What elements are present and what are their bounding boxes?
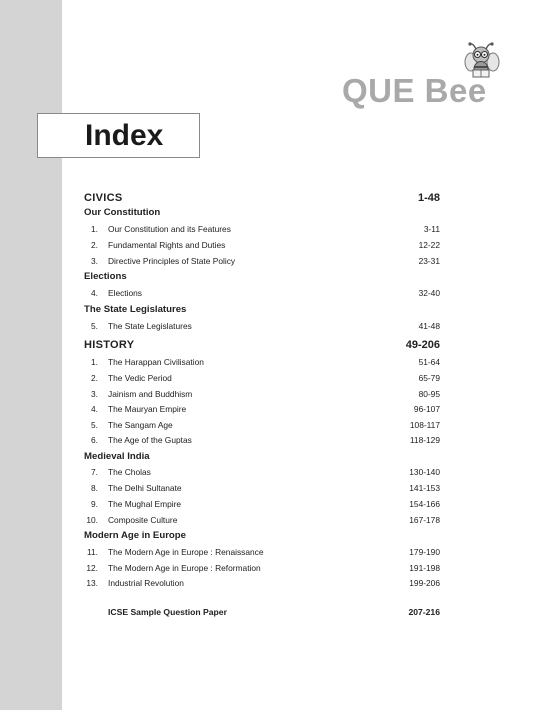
entry-number: 1. — [91, 224, 98, 234]
entry-pages: 80-95 — [418, 389, 440, 399]
entry-title: The Vedic Period — [108, 373, 172, 383]
toc-entry[interactable] — [84, 547, 440, 563]
entry-pages: 108-117 — [409, 420, 440, 430]
entry-title: Our Constitution and its Features — [108, 224, 231, 234]
toc-entry[interactable] — [84, 256, 440, 272]
toc-entry[interactable] — [84, 563, 440, 579]
entry-number: 2. — [91, 240, 98, 250]
entry-pages: 96-107 — [413, 404, 440, 414]
toc-entry[interactable] — [84, 404, 440, 420]
entry-pages: 41-48 — [418, 321, 440, 331]
toc-entry[interactable] — [84, 224, 440, 240]
entry-pages: 118-129 — [409, 435, 440, 445]
side-band — [0, 0, 62, 710]
entry-title: The Modern Age in Europe : Renaissance — [108, 547, 264, 557]
toc-entry[interactable] — [84, 420, 440, 436]
entry-pages: 65-79 — [418, 373, 440, 383]
entry-pages: 179-190 — [409, 547, 440, 557]
toc-entry[interactable] — [84, 483, 440, 499]
toc-entry[interactable] — [84, 373, 440, 389]
entry-pages: 32-40 — [418, 288, 440, 298]
entry-pages: 130-140 — [409, 467, 440, 477]
unit-title: CIVICS — [84, 192, 123, 204]
toc-entry-sample-paper[interactable] — [84, 607, 440, 623]
section-header — [84, 207, 440, 223]
brand-name: QUE Bee — [342, 72, 487, 109]
entry-number: 9. — [91, 499, 98, 509]
entry-pages: 3-11 — [423, 224, 440, 234]
entry-number: 10. — [86, 515, 98, 525]
entry-title: The Mughal Empire — [108, 499, 182, 509]
section-title: The State Legislatures — [84, 304, 187, 315]
brand-logo — [342, 40, 512, 109]
section-header — [84, 530, 440, 546]
section-title: Elections — [84, 271, 127, 282]
entry-number: 11. — [86, 547, 98, 557]
entry-number: 7. — [91, 467, 98, 477]
toc-entry[interactable] — [84, 321, 440, 337]
toc-entry[interactable] — [84, 357, 440, 373]
entry-number: 12. — [86, 563, 98, 573]
index-heading-box — [37, 113, 200, 158]
entry-number: 1. — [91, 357, 98, 367]
entry-number: 6. — [91, 435, 98, 445]
toc-entry[interactable] — [84, 288, 440, 304]
entry-title: Composite Culture — [108, 515, 178, 525]
entry-pages: 12-22 — [418, 240, 440, 250]
entry-title: Fundamental Rights and Duties — [108, 240, 226, 250]
toc-entry[interactable] — [84, 515, 440, 531]
toc-entry[interactable] — [84, 240, 440, 256]
toc-entry[interactable] — [84, 578, 440, 594]
entry-title: Elections — [108, 288, 142, 298]
section-title: Modern Age in Europe — [84, 530, 186, 541]
entry-number: 5. — [91, 321, 98, 331]
toc-entry[interactable] — [84, 435, 440, 451]
entry-title: ICSE Sample Question Paper — [108, 607, 227, 617]
entry-title: The Modern Age in Europe : Reformation — [108, 563, 261, 573]
entry-number: 8. — [91, 483, 98, 493]
entry-title: The Harappan Civilisation — [108, 357, 204, 367]
entry-title: The Delhi Sultanate — [108, 483, 182, 493]
entry-number: 13. — [86, 578, 98, 588]
unit-header-history — [84, 339, 440, 355]
section-header — [84, 304, 440, 320]
entry-number: 3. — [91, 389, 98, 399]
page-title: Index — [85, 119, 164, 152]
entry-pages: 207-216 — [408, 607, 440, 617]
entry-pages: 154-166 — [409, 499, 440, 509]
entry-title: The Age of the Guptas — [108, 435, 192, 445]
section-title: Our Constitution — [84, 207, 161, 218]
unit-title: HISTORY — [84, 339, 135, 351]
section-header — [84, 451, 440, 467]
entry-pages: 23-31 — [418, 256, 440, 266]
entry-title: Directive Principles of State Policy — [108, 256, 236, 266]
unit-header-civics — [84, 192, 440, 208]
entry-pages: 199-206 — [409, 578, 440, 588]
entry-pages: 141-153 — [409, 483, 440, 493]
entry-pages: 191-198 — [409, 563, 440, 573]
section-header — [84, 271, 440, 287]
entry-title: Industrial Revolution — [108, 578, 184, 588]
entry-title: The Cholas — [108, 467, 151, 477]
entry-number: 3. — [91, 256, 98, 266]
toc-entry[interactable] — [84, 467, 440, 483]
entry-title: The Mauryan Empire — [108, 404, 187, 414]
entry-title: The State Legislatures — [108, 321, 192, 331]
entry-title: Jainism and Buddhism — [108, 389, 193, 399]
toc-entry[interactable] — [84, 499, 440, 515]
unit-page-range: 1-48 — [417, 192, 440, 204]
entry-number: 4. — [91, 288, 98, 298]
entry-pages: 51-64 — [418, 357, 440, 367]
entry-pages: 167-178 — [409, 515, 440, 525]
toc-entry[interactable] — [84, 389, 440, 405]
entry-number: 5. — [91, 420, 98, 430]
section-title: Medieval India — [84, 451, 150, 462]
entry-number: 4. — [91, 404, 98, 414]
entry-title: The Sangam Age — [108, 420, 173, 430]
unit-page-range: 49-206 — [405, 339, 440, 351]
entry-number: 2. — [91, 373, 98, 383]
